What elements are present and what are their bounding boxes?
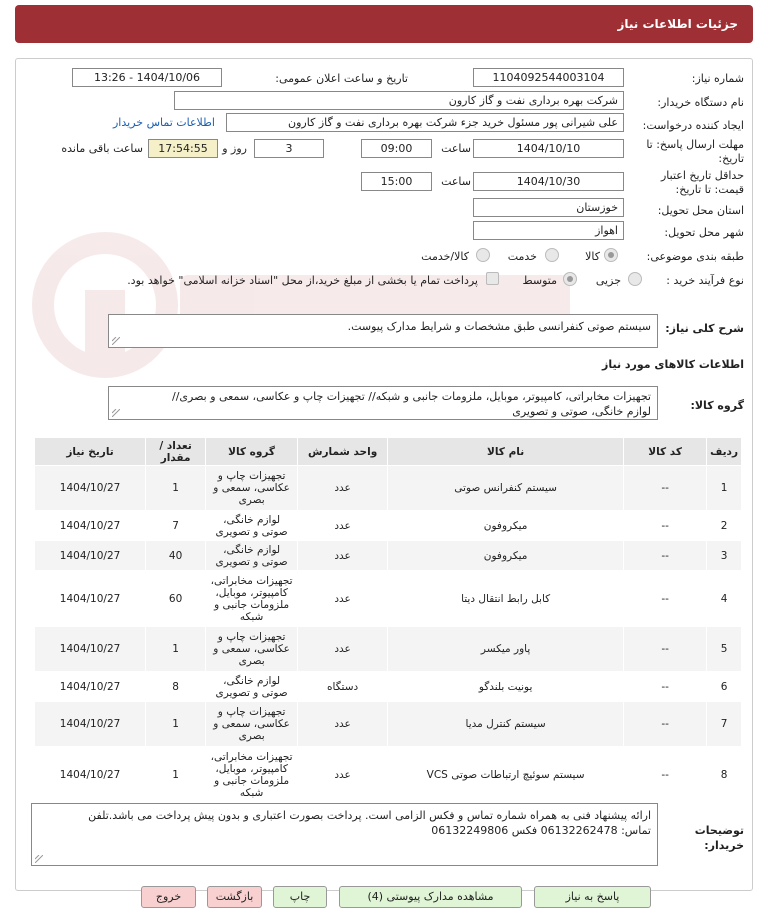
item-group: تجهیزات چاپ و عکاسی، سمعی و بصری [206,702,298,747]
row-number: 7 [707,702,742,747]
resize-grip-icon[interactable] [112,337,120,345]
item-need-date: 1404/10/27 [35,747,146,803]
col-header-name: نام کالا [388,438,624,466]
goods-group-line-1: تجهیزات مخابراتی، کامپیوتر، موبایل، ملزومات جانبی و شبکه// تجهیزات چاپ و عکاسی، سمعی و بصری// [172,390,651,403]
page-header [15,5,753,43]
buyer-notes-box [31,803,658,866]
process-radio-medium[interactable] [563,272,577,286]
remaining-time-field: 17:54:55 [148,139,218,158]
col-header-row-number: ردیف [707,438,742,466]
validity-date-field: 1404/10/30 [473,172,624,191]
category-label: طبقه بندی موضوعی: [646,250,744,263]
deadline-time-field: 09:00 [361,139,432,158]
city-label: شهر محل تحویل: [664,226,744,239]
item-group: تجهیزات چاپ و عکاسی، سمعی و بصری [206,466,298,511]
item-quantity: 1 [146,627,206,672]
items-table [34,437,742,803]
category-option-goods: کالا [585,250,600,263]
item-group: لوازم خانگی، صوتی و تصویری [206,541,298,571]
process-option-minor: جزیی [595,274,621,287]
validity-time-field: 15:00 [361,172,432,191]
buyer-notes-label: توضیحات [694,824,744,837]
process-radio-minor[interactable] [628,272,642,286]
category-radio-service[interactable] [545,248,559,262]
item-name: سیستم کنفرانس صوتی [388,466,624,511]
buyer-contact-link[interactable]: اطلاعات تماس خریدار [113,116,215,129]
item-group: تجهیزات چاپ و عکاسی، سمعی و بصری [206,627,298,672]
validity-time-label: ساعت [441,175,471,188]
item-unit: دستگاه [298,672,388,702]
item-code: -- [624,541,707,571]
item-quantity: 8 [146,672,206,702]
item-need-date: 1404/10/27 [35,511,146,541]
province-label: استان محل تحویل: [657,204,744,217]
item-need-date: 1404/10/27 [35,541,146,571]
item-unit: عدد [298,702,388,747]
exit-button[interactable]: خروج [141,886,196,908]
item-quantity: 1 [146,702,206,747]
item-name: سیستم کنترل مدیا [388,702,624,747]
item-group: لوازم خانگی، صوتی و تصویری [206,511,298,541]
table-row [35,627,742,672]
item-code: -- [624,466,707,511]
description-text: سیستم صوتی کنفرانسی طبق مشخصات و شرایط مدارک پیوست. [347,320,651,333]
description-box [108,314,658,348]
item-code: -- [624,627,707,672]
item-quantity: 40 [146,541,206,571]
item-need-date: 1404/10/27 [35,702,146,747]
deadline-date-field: 1404/10/10 [473,139,624,158]
process-label: نوع فرآیند خرید : [666,274,744,287]
item-unit: عدد [298,511,388,541]
deadline-label: مهلت ارسال پاسخ: تا [646,138,744,151]
row-number: 5 [707,627,742,672]
item-name: میکروفون [388,541,624,571]
item-name: میکروفون [388,511,624,541]
resize-grip-icon[interactable] [35,855,43,863]
item-quantity: 60 [146,571,206,627]
col-header-unit: واحد شمارش [298,438,388,466]
item-code: -- [624,571,707,627]
buyer-notes-line-2: تماس: 06132262478 فکس 06132249806 [431,824,651,837]
row-number: 8 [707,747,742,803]
buyer-org-label: نام دستگاه خریدار: [657,96,744,109]
goods-group-box [108,386,658,420]
payment-note: پرداخت تمام یا بخشی از مبلغ خرید،از محل "اسناد خزانه اسلامی" خواهد بود. [127,274,478,287]
announce-label: تاریخ و ساعت اعلان عمومی: [275,72,408,85]
validity-label: حداقل تاریخ اعتبار [660,169,744,182]
goods-group-label: گروه کالا: [690,399,744,412]
table-row [35,541,742,571]
col-header-quantity: تعداد / مقدار [146,438,206,466]
item-unit: عدد [298,466,388,511]
item-code: -- [624,747,707,803]
row-number: 1 [707,466,742,511]
days-remaining-field: 3 [254,139,324,158]
deadline-time-label: ساعت [441,142,471,155]
goods-info-title: اطلاعات کالاهای مورد نیاز [602,358,744,371]
description-label: شرح کلی نیاز: [665,322,744,335]
item-group: لوازم خانگی، صوتی و تصویری [206,672,298,702]
table-row [35,466,742,511]
row-number: 6 [707,672,742,702]
table-row [35,511,742,541]
item-need-date: 1404/10/27 [35,672,146,702]
table-row [35,571,742,627]
days-label: روز و [222,142,247,155]
table-row [35,702,742,747]
province-field: خوزستان [473,198,624,217]
buyer-notes-line-1: ارائه پیشنهاد فنی به همراه شماره تماس و فکس الزامی است. پرداخت بصورت اعتباری و بدون پیش پرداخت می باشد.تلفن [88,809,651,822]
category-option-goods-service: کالا/خدمت [421,250,469,263]
col-header-code: کد کالا [624,438,707,466]
need-number-label: شماره نیاز: [691,72,744,85]
city-field: اهواز [473,221,624,240]
item-code: -- [624,702,707,747]
item-need-date: 1404/10/27 [35,571,146,627]
item-name: پاور میکسر [388,627,624,672]
item-group: تجهیزات مخابراتی، کامپیوتر، موبایل، ملزومات جانبی و شبکه [206,747,298,803]
table-header-row [35,438,742,466]
item-unit: عدد [298,541,388,571]
process-option-medium: متوسط [522,274,557,287]
item-group: تجهیزات مخابراتی، کامپیوتر، موبایل، ملزومات جانبی و شبکه [206,571,298,627]
category-option-service: خدمت [507,250,537,263]
item-unit: عدد [298,571,388,627]
item-name: کابل رابط انتقال دیتا [388,571,624,627]
announce-datetime-field: 1404/10/06 - 13:26 [72,68,222,87]
remaining-time-label: ساعت باقی مانده [61,142,143,155]
creator-label: ایجاد کننده درخواست: [642,119,744,132]
deadline-label-date: تاریخ: [718,152,744,165]
item-code: -- [624,672,707,702]
reply-button[interactable]: پاسخ به نیاز [534,886,651,908]
print-button[interactable]: چاپ [273,886,327,908]
treasury-payment-checkbox[interactable] [486,272,499,285]
col-header-group: گروه کالا [206,438,298,466]
category-radio-goods[interactable] [604,248,618,262]
back-button[interactable]: بازگشت [207,886,262,908]
item-quantity: 1 [146,466,206,511]
item-name: یونیت بلندگو [388,672,624,702]
creator-field: علی شیرانی پور مسئول خرید جزء شرکت بهره برداری نفت و گاز کارون [226,113,624,132]
item-code: -- [624,511,707,541]
table-row [35,672,742,702]
item-need-date: 1404/10/27 [35,627,146,672]
view-attachments-button[interactable]: مشاهده مدارک پیوستی (4) [339,886,522,908]
row-number: 3 [707,541,742,571]
item-unit: عدد [298,747,388,803]
item-quantity: 1 [146,747,206,803]
buyer-notes-label-2: خریدار: [704,839,744,852]
need-number-field: 1104092544003104 [473,68,624,87]
validity-label-date: قیمت: تا تاریخ: [675,183,744,196]
row-number: 2 [707,511,742,541]
item-unit: عدد [298,627,388,672]
row-number: 4 [707,571,742,627]
resize-grip-icon[interactable] [112,409,120,417]
col-header-need-date: تاریخ نیاز [35,438,146,466]
buyer-org-field: شرکت بهره برداری نفت و گاز کارون [174,91,624,110]
page-title: جزئیات اطلاعات نیاز [617,17,738,31]
goods-group-line-2: لوازم خانگی، صوتی و تصویری [512,405,651,418]
item-need-date: 1404/10/27 [35,466,146,511]
category-radio-goods-service[interactable] [476,248,490,262]
item-name: سیستم سوئیچ ارتباطات صوتی VCS [388,747,624,803]
item-quantity: 7 [146,511,206,541]
table-row [35,747,742,803]
